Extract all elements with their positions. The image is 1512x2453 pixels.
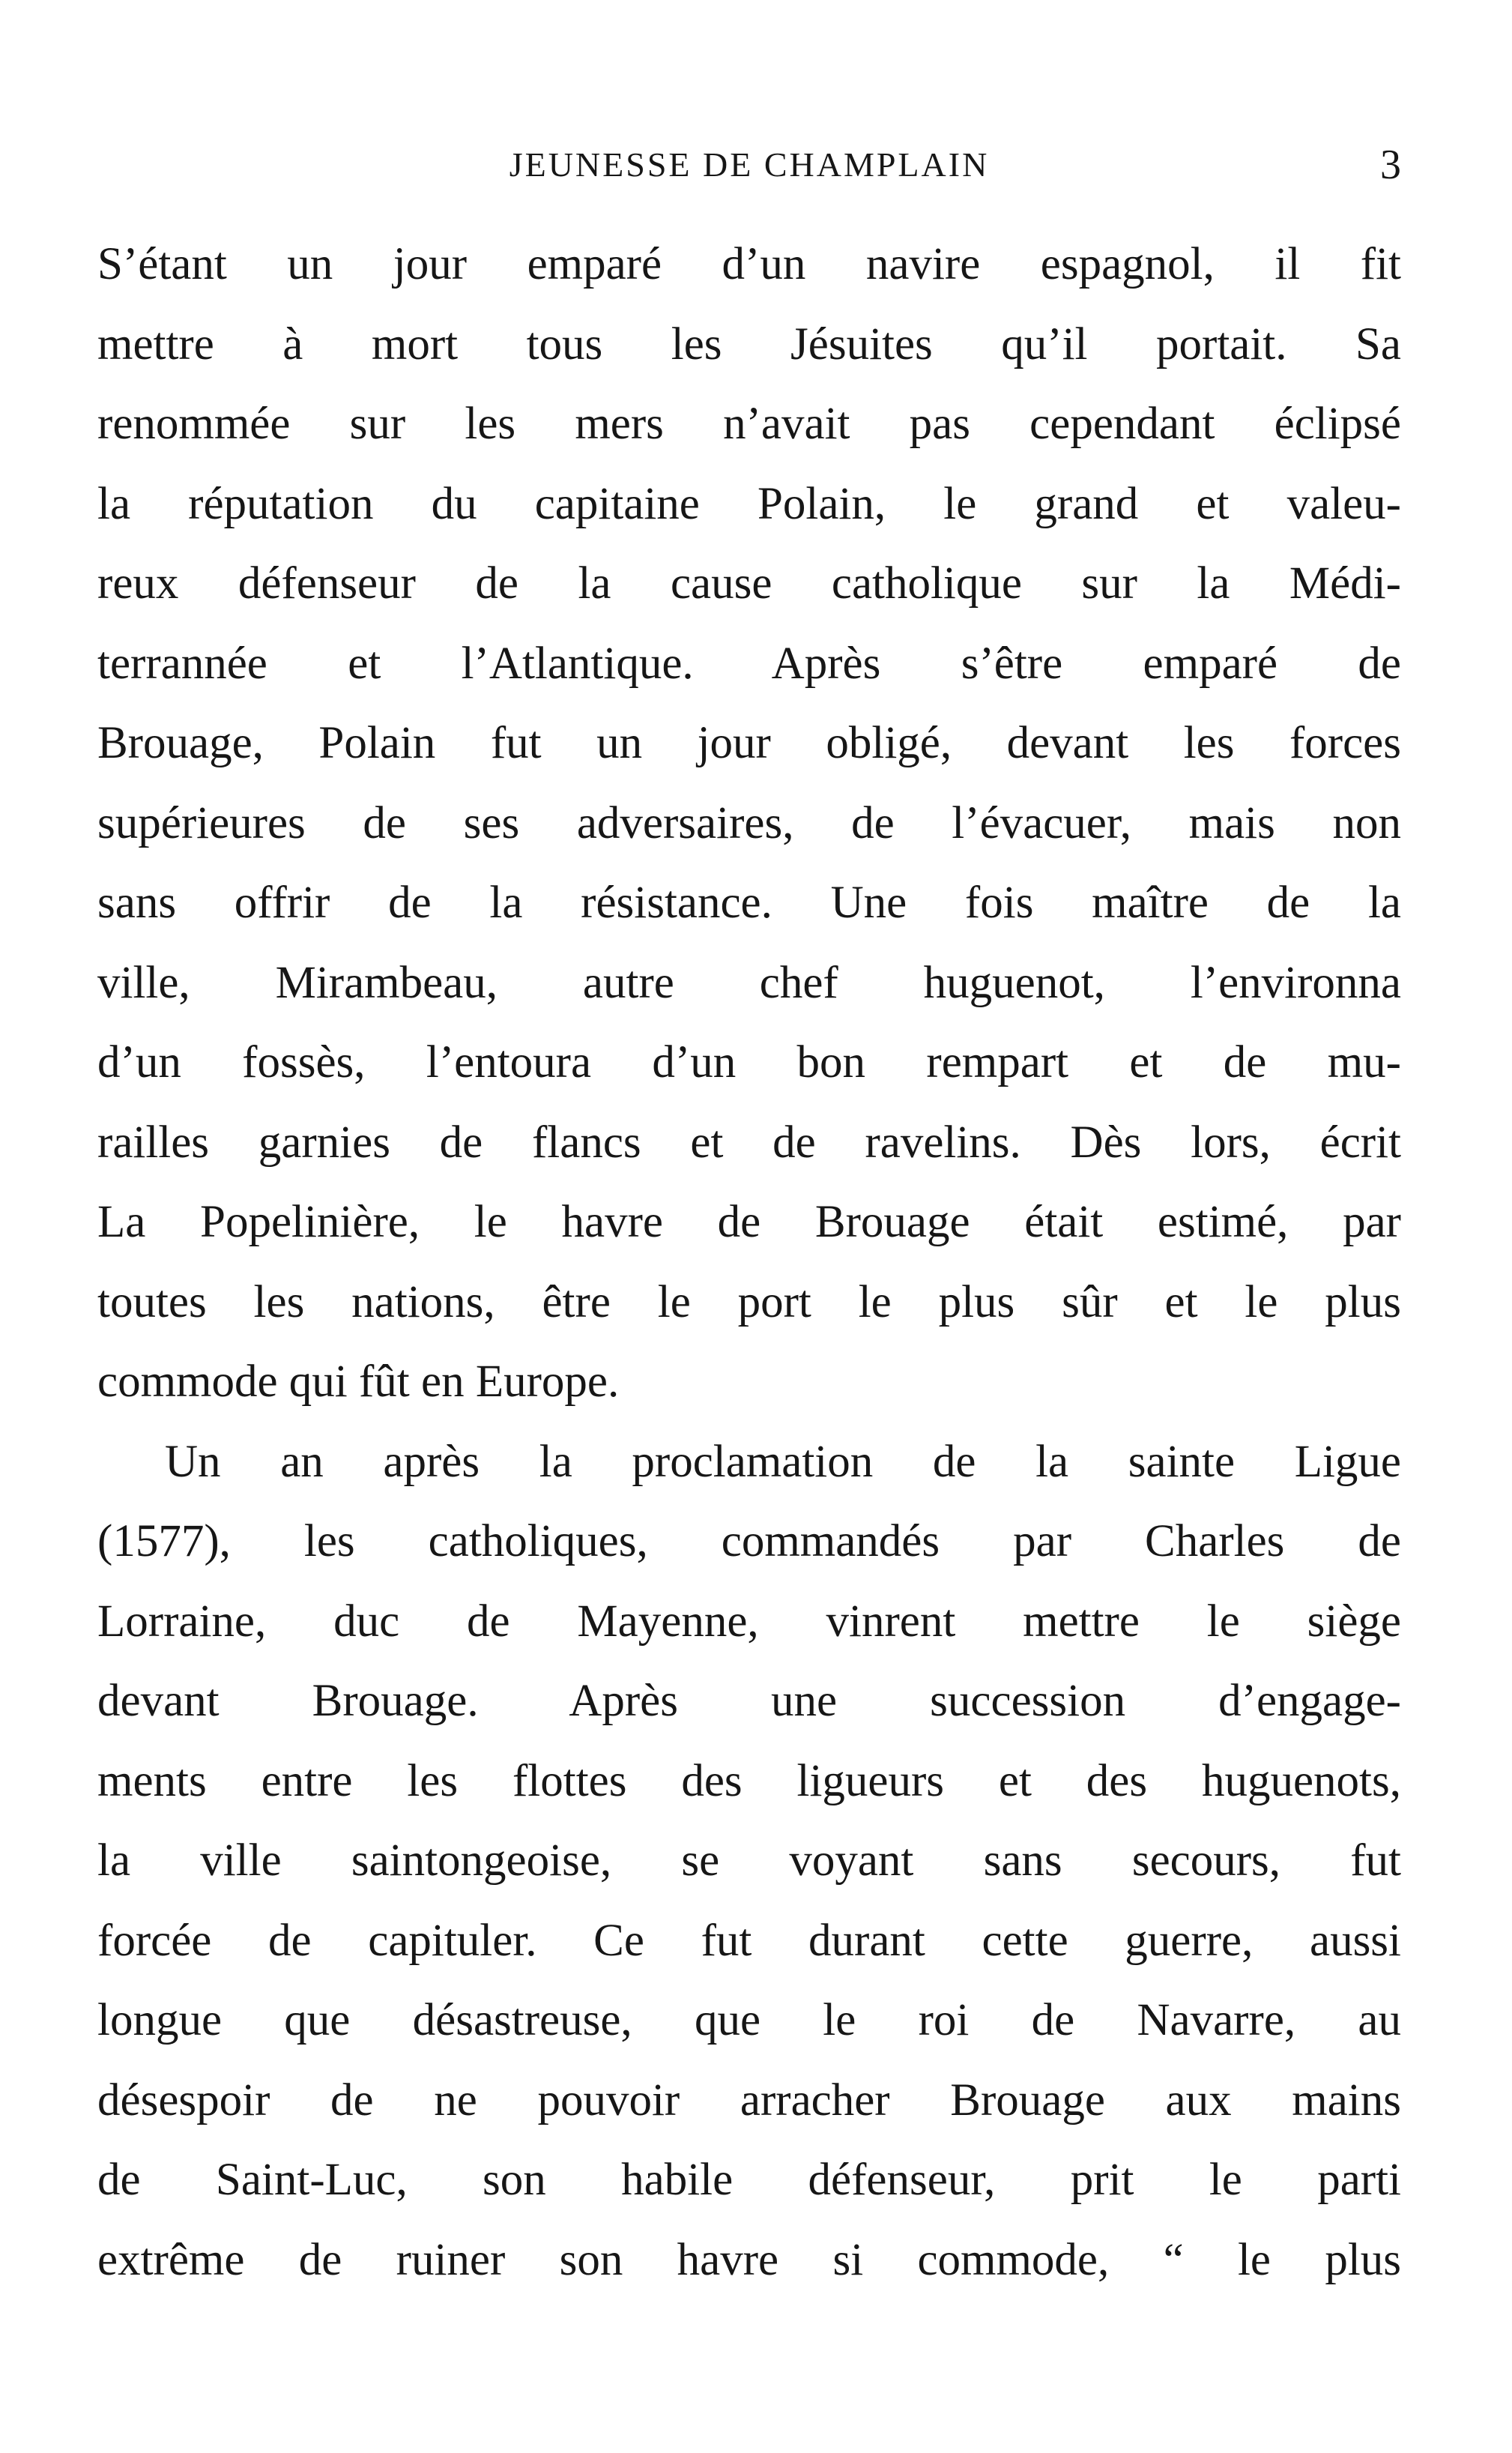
text-line: extrême de ruiner son havre si commode, “ le plus xyxy=(97,2234,1401,2285)
paragraph-2 xyxy=(97,1422,1401,2301)
text-line: (1577), les catholiques, commandés par Charles de xyxy=(97,1516,1401,1566)
text-body xyxy=(97,225,1401,2300)
page-number: 3 xyxy=(1380,142,1401,188)
text-line: ments entre les flottes des ligueurs et des huguenots, xyxy=(97,1755,1401,1806)
running-head xyxy=(97,139,1401,191)
text-line: mettre à mort tous les Jésuites qu’il portait. Sa xyxy=(97,319,1401,369)
text-line: Un an après la proclamation de la sainte Ligue xyxy=(165,1436,1401,1487)
text-line: supérieures de ses adversaires, de l’évacuer, mais non xyxy=(97,797,1401,848)
text-line: Lorraine, duc de Mayenne, vinrent mettre le siège xyxy=(97,1596,1401,1647)
text-line: toutes les nations, être le port le plus sûr et le plus xyxy=(97,1276,1401,1327)
text-line: ville, Mirambeau, autre chef huguenot, l’environna xyxy=(97,957,1401,1008)
text-line: sans offrir de la résistance. Une fois maître de la xyxy=(97,878,1401,928)
text-line: reux défenseur de la cause catholique sur la Médi- xyxy=(97,558,1401,609)
text-line: longue que désastreuse, que le roi de Navarre, au xyxy=(97,1995,1401,2045)
text-line: de Saint-Luc, son habile défenseur, prit le parti xyxy=(97,2155,1401,2205)
text-line: railles garnies de flancs et de ravelins. Dès lors, écrit xyxy=(97,1117,1401,1168)
text-line: S’étant un jour emparé d’un navire espagnol, il fit xyxy=(97,239,1401,289)
text-line: devant Brouage. Après une succession d’engage- xyxy=(97,1676,1401,1726)
text-line: La Popelinière, le havre de Brouage était estimé, par xyxy=(97,1197,1401,1247)
running-title: JEUNESSE DE CHAMPLAIN xyxy=(509,145,990,184)
text-line: forcée de capituler. Ce fut durant cette guerre, aussi xyxy=(97,1915,1401,1966)
paragraph-1 xyxy=(97,225,1401,1422)
text-line: renommée sur les mers n’avait pas cependant éclipsé xyxy=(97,399,1401,449)
text-line: la ville saintongeoise, se voyant sans secours, fut xyxy=(97,1835,1401,1886)
text-line: commode qui fût en Europe. xyxy=(97,1357,620,1407)
text-line: terrannée et l’Atlantique. Après s’être emparé de xyxy=(97,638,1401,689)
text-line: Brouage, Polain fut un jour obligé, devant les forces xyxy=(97,718,1401,768)
text-line: désespoir de ne pouvoir arracher Brouage aux mains xyxy=(97,2075,1401,2125)
text-line: la réputation du capitaine Polain, le grand et valeu- xyxy=(97,478,1401,529)
text-line: d’un fossès, l’entoura d’un bon rempart et de mu- xyxy=(97,1037,1401,1087)
